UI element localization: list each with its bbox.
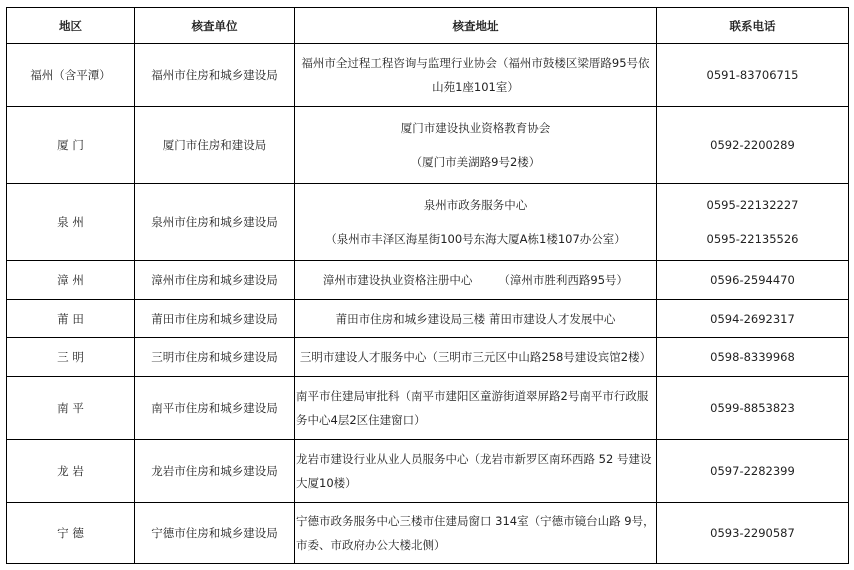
phone-cell: 0594-2692317 — [657, 300, 849, 338]
address-stack — [298, 196, 653, 248]
address-cell: 南平市住建局审批科（南平市建阳区童游街道翠屏路2号南平市行政服务中心4层2区住建窗口） — [295, 377, 657, 440]
phone-line-1: 0595-22132227 — [706, 198, 799, 212]
table-row — [7, 503, 849, 564]
address-line-1: 泉州市政务服务中心 — [423, 198, 528, 212]
address-cell: 莆田市住房和城乡建设局三楼 莆田市建设人才发展中心 — [295, 300, 657, 338]
phone-cell: 0591-83706715 — [657, 44, 849, 107]
unit-cell: 龙岩市住房和城乡建设局 — [135, 440, 295, 503]
phone-cell: 0597-2282399 — [657, 440, 849, 503]
region-cell: 宁 德 — [7, 503, 135, 564]
unit-cell: 南平市住房和城乡建设局 — [135, 377, 295, 440]
table-header-row — [7, 8, 849, 44]
table-row — [7, 261, 849, 300]
phone-cell: 0596-2594470 — [657, 261, 849, 300]
address-cell — [295, 261, 657, 300]
address-cell: 龙岩市建设行业从业人员服务中心（龙岩市新罗区南环西路 52 号建设大厦10楼） — [295, 440, 657, 503]
phone-stack — [660, 196, 845, 248]
region-cell: 龙 岩 — [7, 440, 135, 503]
region-cell: 莆 田 — [7, 300, 135, 338]
phone-line-2: 0595-22135526 — [706, 232, 799, 246]
address-stack — [298, 119, 653, 171]
header-phone: 联系电话 — [657, 8, 849, 44]
address-cell — [295, 184, 657, 261]
address-line-2: （厦门市美湖路9号2楼） — [410, 155, 541, 169]
unit-cell: 宁德市住房和城乡建设局 — [135, 503, 295, 564]
address-line-2: （泉州市丰泽区海星街100号东海大厦A栋1楼107办公室） — [325, 232, 626, 246]
table-row — [7, 377, 849, 440]
region-cell: 漳 州 — [7, 261, 135, 300]
table-row — [7, 107, 849, 184]
address-part-2: （漳州市胜利西路95号） — [498, 273, 629, 287]
unit-cell: 福州市住房和城乡建设局 — [135, 44, 295, 107]
header-address: 核查地址 — [295, 8, 657, 44]
phone-cell — [657, 184, 849, 261]
region-cell: 三 明 — [7, 338, 135, 377]
table-row — [7, 300, 849, 338]
table-row — [7, 338, 849, 377]
phone-cell: 0599-8853823 — [657, 377, 849, 440]
address-cell: 三明市建设人才服务中心（三明市三元区中山路258号建设宾馆2楼） — [295, 338, 657, 377]
address-cell: 福州市全过程工程咨询与监理行业协会（福州市鼓楼区梁厝路95号依山苑1座101室） — [295, 44, 657, 107]
table-row — [7, 440, 849, 503]
address-cell — [295, 107, 657, 184]
unit-cell: 莆田市住房和城乡建设局 — [135, 300, 295, 338]
inspection-table — [6, 7, 849, 564]
inspection-table-container — [6, 7, 849, 564]
table-row — [7, 184, 849, 261]
header-unit: 核查单位 — [135, 8, 295, 44]
region-cell: 泉 州 — [7, 184, 135, 261]
unit-cell: 厦门市住房和建设局 — [135, 107, 295, 184]
unit-cell: 泉州市住房和城乡建设局 — [135, 184, 295, 261]
region-cell: 厦 门 — [7, 107, 135, 184]
region-cell: 南 平 — [7, 377, 135, 440]
address-part-1: 漳州市建设执业资格注册中心 — [322, 273, 473, 287]
region-cell: 福州（含平潭） — [7, 44, 135, 107]
phone-cell: 0598-8339968 — [657, 338, 849, 377]
table-row — [7, 44, 849, 107]
unit-cell: 三明市住房和城乡建设局 — [135, 338, 295, 377]
header-region: 地区 — [7, 8, 135, 44]
phone-cell: 0592-2200289 — [657, 107, 849, 184]
unit-cell: 漳州市住房和城乡建设局 — [135, 261, 295, 300]
address-cell: 宁德市政务服务中心三楼市住建局窗口 314室（宁德市镜台山路 9号，市委、市政府办公大楼北侧） — [295, 503, 657, 564]
address-line-1: 厦门市建设执业资格教育协会 — [400, 121, 551, 135]
phone-cell: 0593-2290587 — [657, 503, 849, 564]
